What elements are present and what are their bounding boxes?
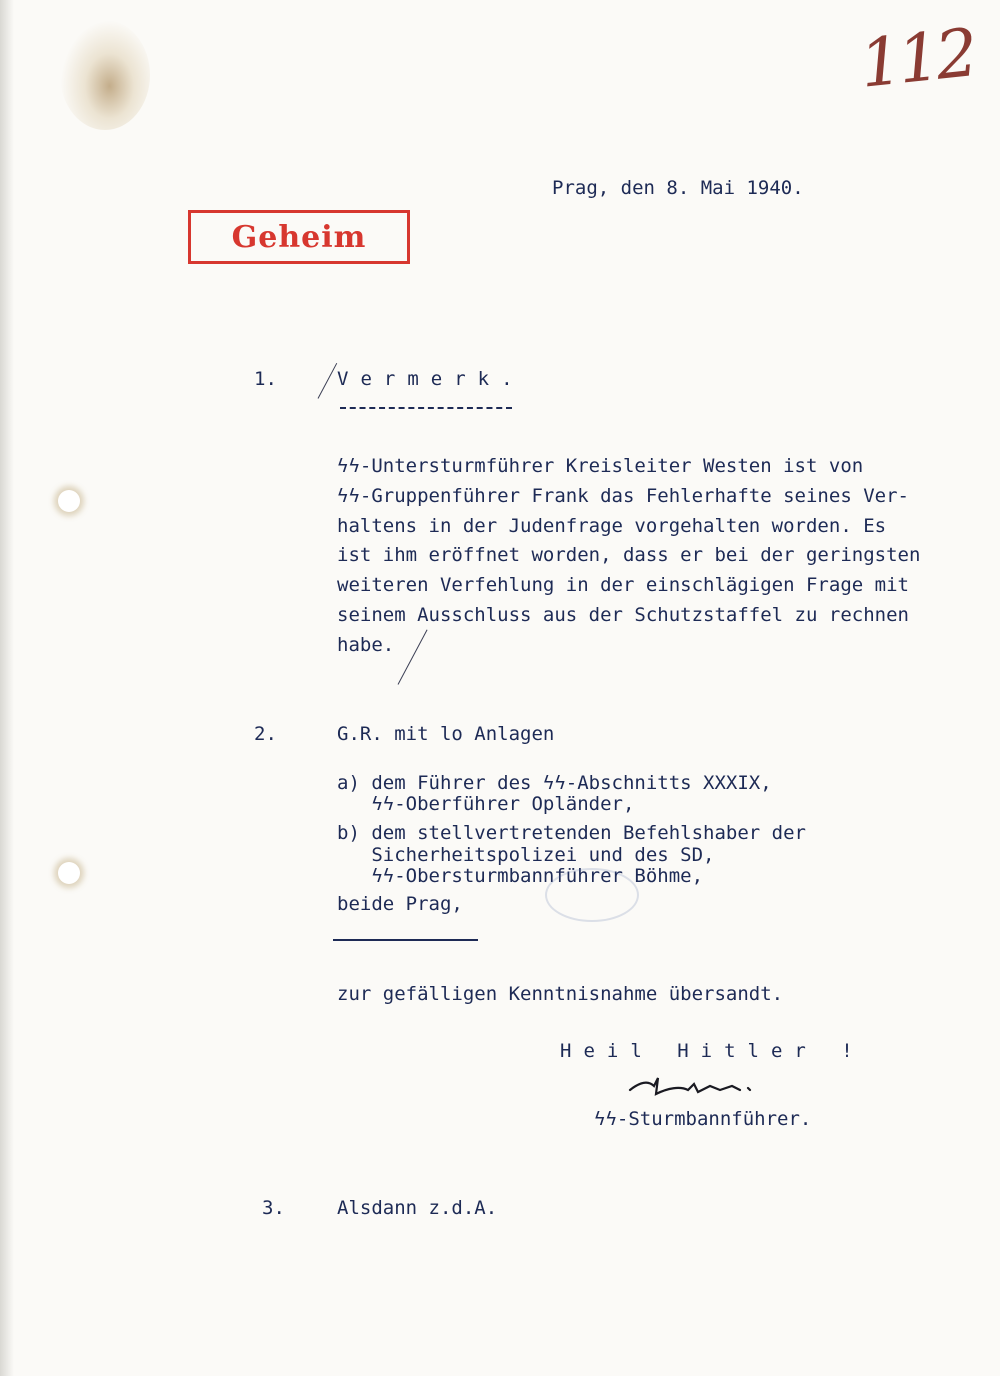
closing-line: zur gefälligen Kenntnisnahme übersandt. xyxy=(337,983,784,1005)
punch-hole-bottom xyxy=(58,862,80,884)
handwritten-signature xyxy=(628,1072,778,1102)
heading-underline xyxy=(340,407,512,409)
body-line: ist ihm eröffnet worden, dass er bei der geringsten xyxy=(337,544,921,566)
body-line: ϟϟ-Gruppenführer Frank das Fehlerhafte seines Ver- xyxy=(337,485,909,507)
secret-stamp xyxy=(188,210,410,264)
section1-heading: Vermerk. xyxy=(337,368,525,390)
body-line: weiteren Verfehlung in der einschlägigen Frage mit xyxy=(337,574,909,596)
recipient-a-line: a) dem Führer des ϟϟ-Abschnitts XXXIX, xyxy=(337,772,772,794)
section3-text: Alsdann z.d.A. xyxy=(337,1197,498,1219)
secret-stamp-label: Geheim xyxy=(231,219,367,255)
signature-title: ϟϟ-Sturmbannführer. xyxy=(594,1108,812,1130)
punch-hole-top xyxy=(58,490,80,512)
body-line: seinem Ausschluss aus der Schutzstaffel zu rechnen xyxy=(337,604,909,626)
recipient-a-line: ϟϟ-Oberführer Opländer, xyxy=(337,793,635,815)
section2-heading: G.R. mit lo Anlagen xyxy=(337,723,555,745)
recipient-b-line: b) dem stellvertretenden Befehlshaber der xyxy=(337,822,806,844)
both-prag: beide Prag, xyxy=(337,893,463,915)
rust-stain xyxy=(60,20,150,130)
body-line: ϟϟ-Untersturmführer Kreisleiter Westen ist von xyxy=(337,455,864,477)
section1-number: 1. xyxy=(254,368,277,390)
recipient-b-line: ϟϟ-Obersturmbannführer Böhme, xyxy=(337,865,704,887)
body-line: haltens in der Judenfrage vorgehalten worden. Es xyxy=(337,515,887,537)
separator-rule xyxy=(333,939,478,941)
page-edge xyxy=(0,0,14,1376)
date-line: Prag, den 8. Mai 1940. xyxy=(552,177,804,199)
body-line: habe. xyxy=(337,634,395,656)
check-mark-2 xyxy=(398,630,428,685)
salutation: Heil Hitler ! xyxy=(560,1040,865,1062)
faint-receipt-stamp xyxy=(545,868,639,922)
recipient-b-line: Sicherheitspolizei und des SD, xyxy=(337,844,715,866)
check-mark-1 xyxy=(318,363,338,399)
section2-number: 2. xyxy=(254,723,277,745)
folio-number: 112 xyxy=(856,14,978,103)
section3-number: 3. xyxy=(262,1197,285,1219)
